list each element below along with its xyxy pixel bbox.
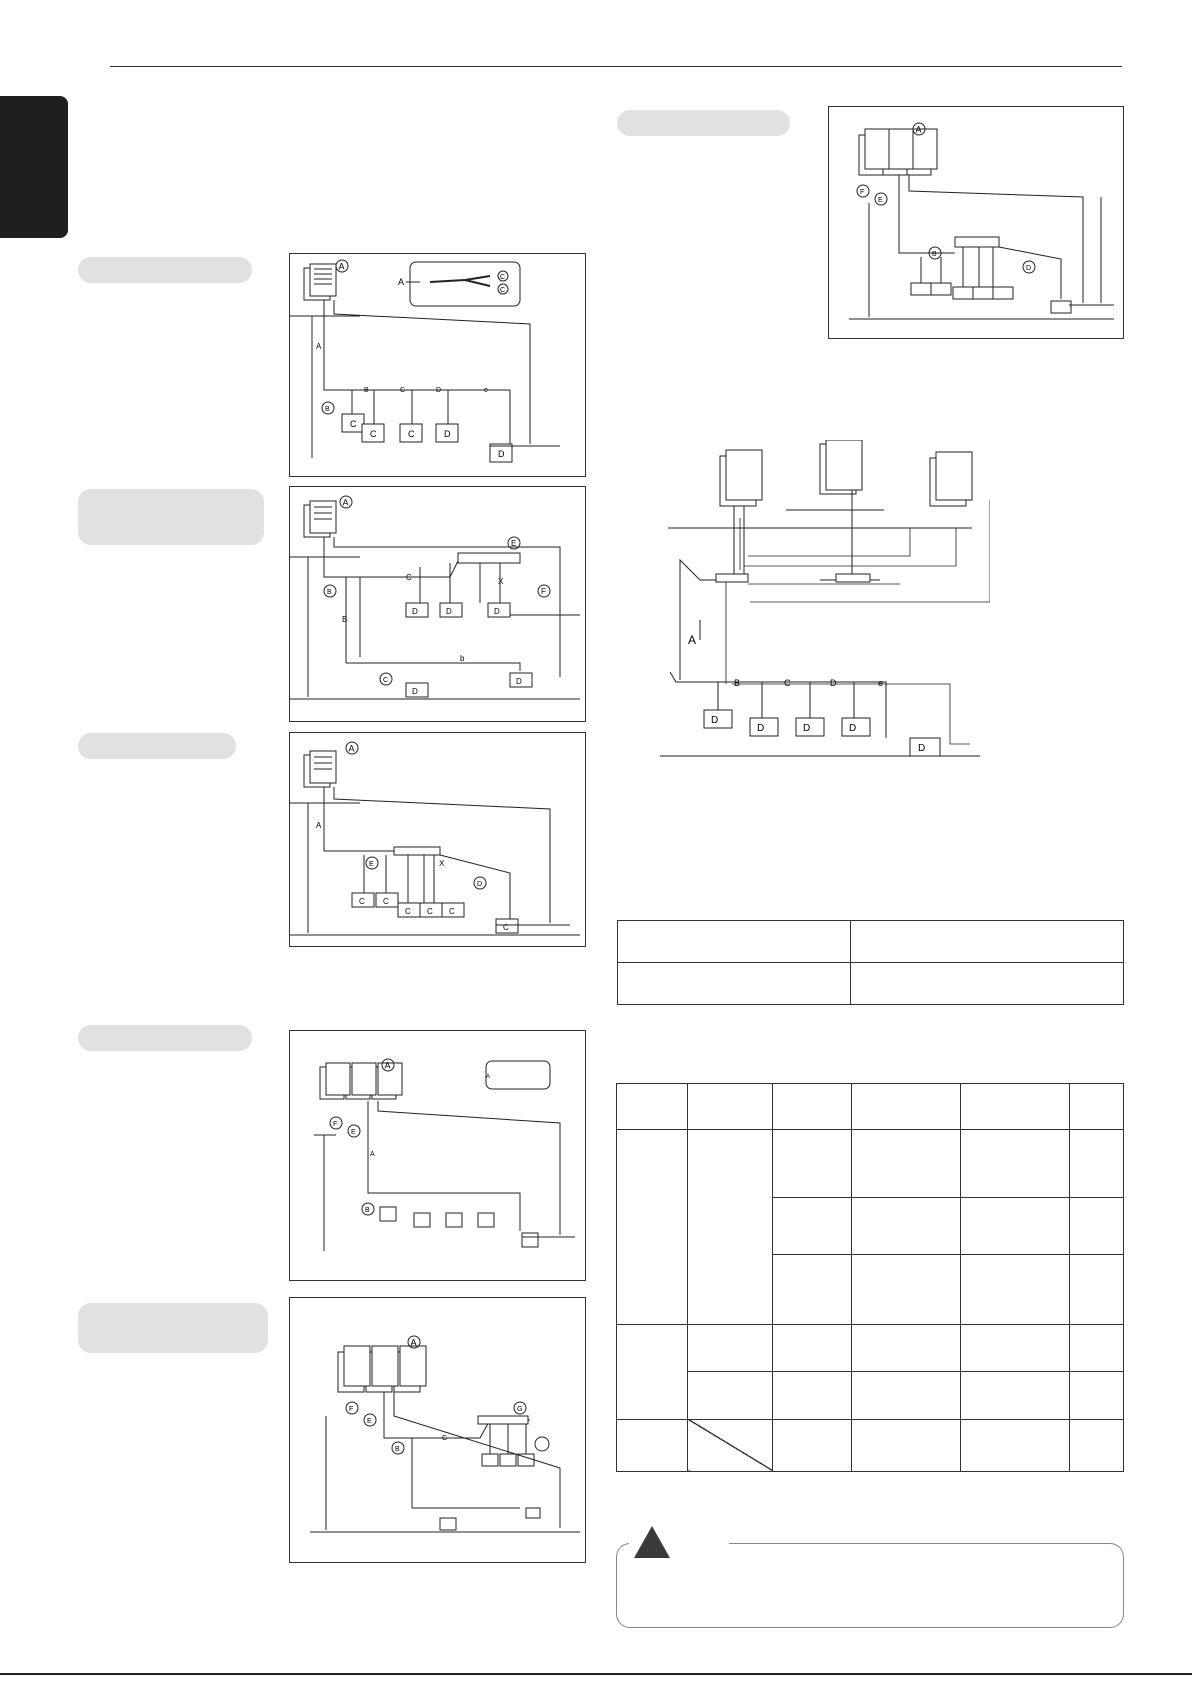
table-header-cell xyxy=(688,1084,773,1130)
section-label-pill-1 xyxy=(78,257,252,283)
label-indoor-c: C xyxy=(503,923,509,932)
label-pipe-d: D xyxy=(830,678,837,688)
table-cell xyxy=(851,963,1124,1005)
table-cell xyxy=(961,1324,1070,1371)
table-header-cell xyxy=(961,1084,1070,1130)
label-g: G xyxy=(517,1406,523,1413)
label-pipe-c: C xyxy=(784,678,791,688)
label-pipe-e: e xyxy=(878,678,884,688)
table-cell xyxy=(618,963,851,1005)
label-branch: B xyxy=(325,406,330,413)
piping-diagram-header-only xyxy=(289,732,586,947)
label-indoor-c: C xyxy=(405,907,411,916)
table-cell xyxy=(961,1371,1070,1419)
chapter-tab xyxy=(0,96,68,238)
label-outdoor: A xyxy=(348,743,355,754)
header-rule xyxy=(110,66,1122,67)
table-header-cell xyxy=(773,1084,852,1130)
label-indoor-c: C xyxy=(449,907,455,916)
label-pipe-x: X xyxy=(498,577,504,586)
table-cell xyxy=(852,1419,961,1471)
label-indoor-c: C xyxy=(427,907,433,916)
label-pipe-c: C xyxy=(400,387,406,394)
piping-diagram-single-branch xyxy=(289,253,586,477)
table-cell xyxy=(688,1324,773,1371)
label-pipe-main: A xyxy=(688,633,697,647)
table-cell xyxy=(961,1255,1070,1324)
table-cell xyxy=(852,1324,961,1371)
table-cell xyxy=(618,921,851,963)
label-outdoor: A xyxy=(915,124,922,135)
label-indoor-c: C xyxy=(370,429,377,439)
label-pipe-d: D xyxy=(436,387,442,394)
label-indoor-c: C xyxy=(359,897,365,906)
label-outdoor: A xyxy=(338,261,345,272)
label-pipe-c: C xyxy=(406,573,412,582)
label-pipe-x: X xyxy=(439,859,445,868)
label-pipe-c: C xyxy=(442,1435,448,1442)
section-label-pill-4 xyxy=(78,1025,252,1051)
label-branch: B xyxy=(395,1446,400,1453)
table-cell xyxy=(1070,1371,1124,1419)
label-closed-end: F xyxy=(541,587,546,596)
section-label-pill-6 xyxy=(617,110,790,136)
table-cell xyxy=(852,1255,961,1324)
piping-diagram-multi-outdoor-elevation xyxy=(660,440,990,770)
table-cell xyxy=(961,1130,1070,1198)
table-header-cell xyxy=(1070,1084,1124,1130)
label-indoor-c: C xyxy=(350,419,357,429)
table-cell xyxy=(1070,1255,1124,1324)
spec-table-large xyxy=(616,1083,1124,1472)
table-cell xyxy=(1070,1198,1124,1255)
table-cell xyxy=(773,1419,852,1471)
label-indoor-d: D xyxy=(477,881,483,888)
label-indoor-d: D xyxy=(444,429,451,439)
label-pipe-main: A xyxy=(398,277,405,287)
table-cell xyxy=(773,1198,852,1255)
label-header: E xyxy=(878,197,883,204)
label-indoor-c: C xyxy=(383,897,389,906)
table-cell xyxy=(688,1130,773,1324)
label-pipe-b: B xyxy=(342,615,348,624)
label-pipe-main: A xyxy=(370,1151,375,1158)
label-pipe-bb: b xyxy=(460,654,465,663)
warning-triangle-icon xyxy=(632,1524,672,1560)
table-header-cell xyxy=(852,1084,961,1130)
table-header-cell xyxy=(617,1084,688,1130)
piping-diagram-multi-outdoor-header xyxy=(289,1297,586,1563)
table-cell xyxy=(961,1419,1070,1471)
label-pipe-main: A xyxy=(316,821,322,830)
table-cell xyxy=(773,1371,852,1419)
table-cell xyxy=(961,1198,1070,1255)
table-cell xyxy=(617,1324,688,1419)
label-indoor-d: D xyxy=(1026,265,1032,272)
label-outdoor: A xyxy=(342,497,349,508)
piping-diagram-header-branch xyxy=(289,486,586,722)
label-pipe-main: A xyxy=(486,1074,491,1080)
table-cell xyxy=(773,1324,852,1371)
label-indoor-d: D xyxy=(711,715,719,726)
piping-diagram-multi-outdoor-header-top xyxy=(828,106,1124,339)
label-branch: B xyxy=(365,1207,370,1214)
label-indoor-d: D xyxy=(516,677,522,686)
section-label-pill-2 xyxy=(78,489,264,545)
table-cell xyxy=(773,1255,852,1324)
label-closed-end: F xyxy=(349,1406,354,1413)
table-cell xyxy=(852,1198,961,1255)
label-closed-end: F xyxy=(860,189,865,196)
label-pipe-b: B xyxy=(364,387,369,394)
section-label-pill-3 xyxy=(78,733,236,759)
label-indoor-c: C xyxy=(500,287,506,294)
label-indoor-d: D xyxy=(498,449,505,459)
label-header: E xyxy=(351,1129,356,1136)
table-cell xyxy=(688,1371,773,1419)
label-indoor-c: C xyxy=(408,429,415,439)
label-outdoor: A xyxy=(410,1337,417,1348)
caution-box xyxy=(616,1543,1124,1628)
label-indoor-d: D xyxy=(494,607,500,616)
label-indoor-c: C xyxy=(500,274,506,281)
table-cell xyxy=(617,1419,688,1471)
label-indoor-d: D xyxy=(757,723,765,734)
footer-rule xyxy=(0,1673,1192,1675)
label-indoor-d: D xyxy=(803,723,811,734)
label-header: E xyxy=(511,539,517,548)
label-indoor-d: D xyxy=(849,723,857,734)
label-closed-end: F xyxy=(333,1121,338,1128)
label-pipe-main: A xyxy=(316,342,322,351)
label-pipe-e: e xyxy=(484,387,488,394)
table-cell xyxy=(852,1130,961,1198)
table-cell xyxy=(617,1130,688,1324)
table-cell xyxy=(852,1371,961,1419)
outdoor-unit-icon xyxy=(304,264,336,300)
label-indoor-d: D xyxy=(446,607,452,616)
label-pipe-b: B xyxy=(734,678,741,688)
table-cell-diagonal xyxy=(688,1419,773,1471)
blank-callout xyxy=(535,1437,549,1451)
label-branch: B xyxy=(327,589,332,596)
label-branch: B xyxy=(932,251,937,258)
table-cell xyxy=(1070,1419,1124,1471)
spec-table-small xyxy=(617,920,1124,1005)
section-label-pill-5 xyxy=(78,1303,268,1353)
label-header: E xyxy=(369,861,374,868)
label-outdoor: A xyxy=(384,1060,391,1071)
table-cell xyxy=(1070,1130,1124,1198)
label-indoor-c: C xyxy=(383,677,389,684)
table-cell xyxy=(851,921,1124,963)
label-indoor-d: D xyxy=(412,607,418,616)
table-cell xyxy=(773,1130,852,1198)
label-indoor-d: D xyxy=(918,743,926,754)
label-indoor-d: D xyxy=(412,687,418,696)
label-header: E xyxy=(367,1418,372,1425)
piping-diagram-multi-outdoor-branch xyxy=(289,1030,586,1281)
table-cell xyxy=(1070,1324,1124,1371)
